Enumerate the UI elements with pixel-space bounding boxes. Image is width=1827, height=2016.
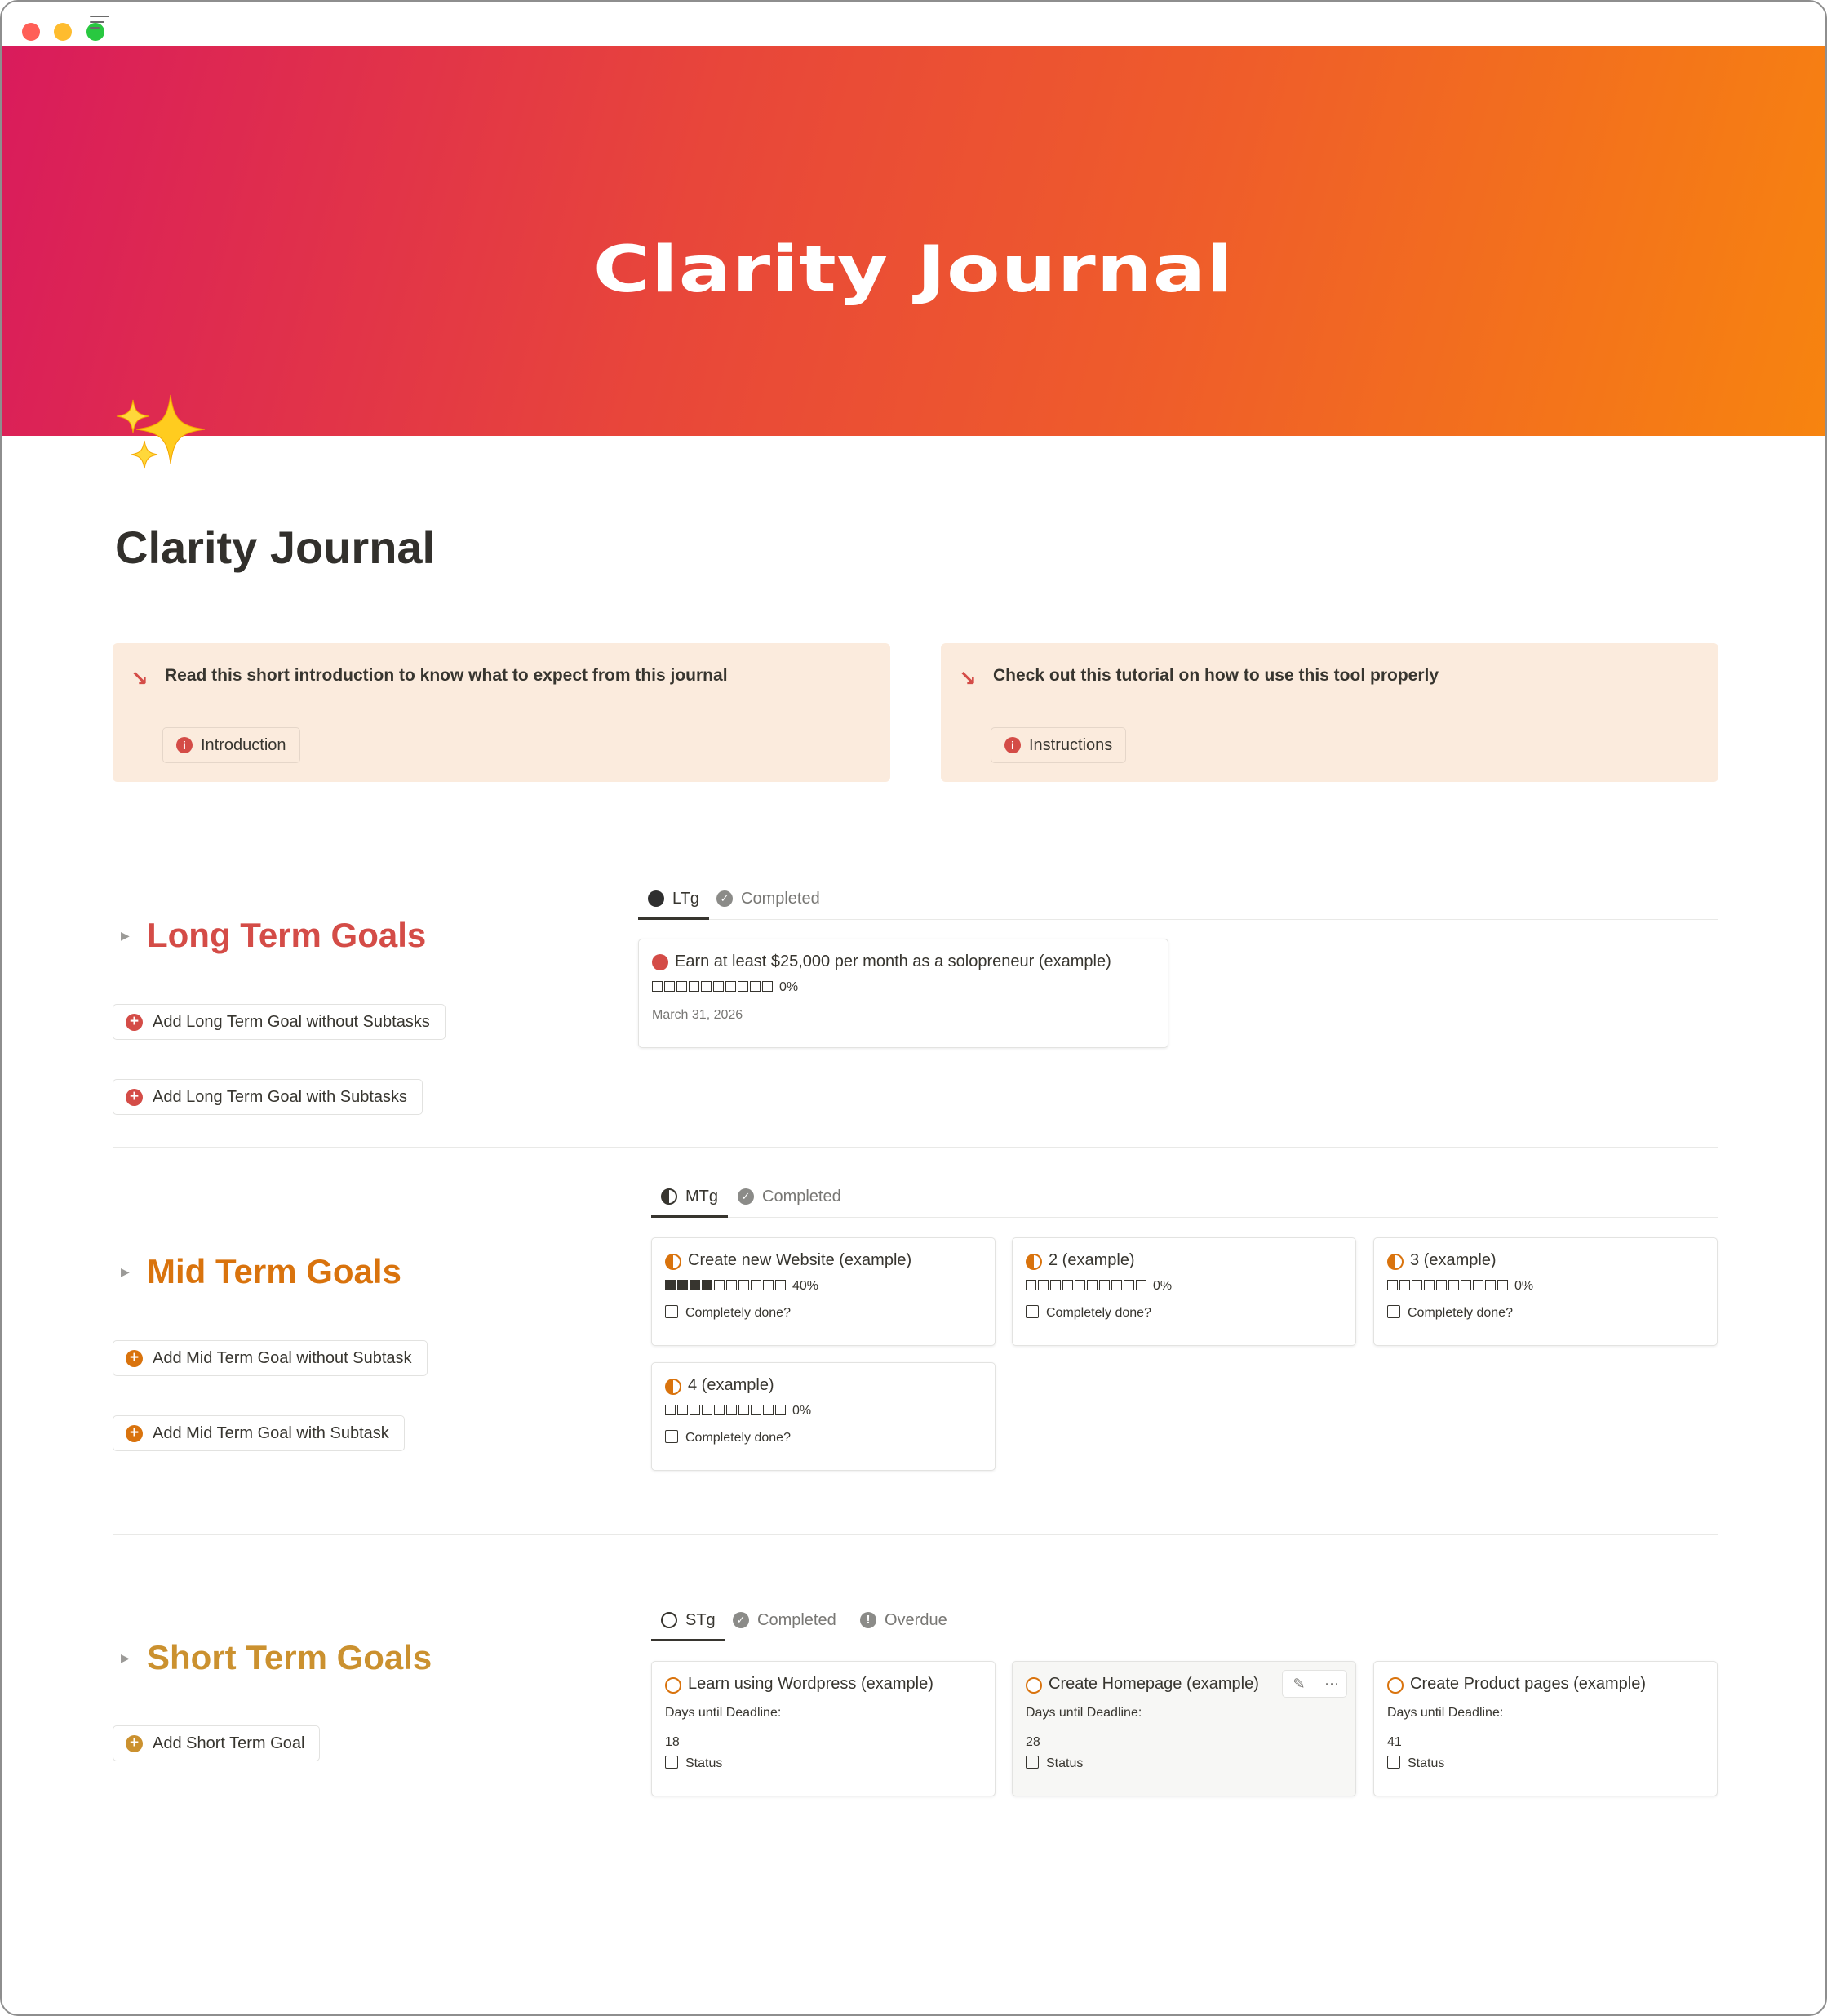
half-circle-icon bbox=[1026, 1254, 1042, 1270]
instructions-callout bbox=[941, 643, 1718, 782]
completely-done-checkbox[interactable] bbox=[665, 1305, 791, 1321]
page-title: Clarity Journal bbox=[115, 522, 436, 573]
tab-completed[interactable] bbox=[738, 1177, 841, 1218]
checkbox-label: Completely done? bbox=[1046, 1306, 1151, 1320]
button-label: Add Short Term Goal bbox=[153, 1734, 305, 1752]
card-title: Learn using Wordpress (example) bbox=[688, 1675, 933, 1693]
add-mid-term-goal-with-subtask-button[interactable] bbox=[113, 1415, 405, 1451]
days-label: Days until Deadline: bbox=[665, 1706, 782, 1720]
goal-card[interactable] bbox=[651, 1237, 996, 1346]
button-label: Add Mid Term Goal with Subtask bbox=[153, 1424, 389, 1442]
instructions-link[interactable] bbox=[991, 727, 1126, 763]
tab-mtg[interactable] bbox=[661, 1177, 718, 1218]
half-circle-icon bbox=[665, 1379, 681, 1395]
callout-text: Check out this tutorial on how to use this tool properly bbox=[993, 666, 1439, 685]
empty-circle-icon bbox=[1026, 1677, 1042, 1694]
toggle-triangle-icon[interactable]: ▶ bbox=[121, 929, 130, 942]
card-actions bbox=[1282, 1670, 1347, 1698]
title-bar bbox=[2, 2, 1825, 46]
mid-term-goals-heading: Mid Term Goals bbox=[147, 1252, 401, 1290]
card-title: Create Product pages (example) bbox=[1410, 1675, 1647, 1693]
toggle-triangle-icon[interactable]: ▶ bbox=[121, 1651, 130, 1664]
completely-done-checkbox[interactable] bbox=[1026, 1305, 1151, 1321]
filled-circle-icon bbox=[648, 890, 664, 907]
tab-completed[interactable] bbox=[716, 879, 820, 920]
progress-percent: 0% bbox=[779, 980, 799, 994]
plus-circle-icon: + bbox=[126, 1350, 143, 1367]
tab-label: Completed bbox=[757, 1611, 836, 1629]
mid-term-view-tabs bbox=[651, 1177, 1718, 1218]
plus-circle-icon: + bbox=[126, 1735, 143, 1752]
goal-card[interactable] bbox=[638, 939, 1168, 1048]
tab-overdue[interactable] bbox=[860, 1601, 947, 1641]
tab-label: STg bbox=[685, 1611, 716, 1629]
section-divider bbox=[113, 1147, 1718, 1148]
card-title: 2 (example) bbox=[1049, 1251, 1135, 1269]
add-long-term-goal-without-subtasks-button[interactable] bbox=[113, 1004, 446, 1040]
progress-percent: 0% bbox=[1153, 1279, 1173, 1293]
goal-card[interactable] bbox=[1373, 1661, 1718, 1796]
callout-text: Read this short introduction to know what to expect from this journal bbox=[165, 666, 728, 685]
cover-title: Clarity Journal bbox=[592, 233, 1235, 307]
short-term-goals-heading: Short Term Goals bbox=[147, 1638, 432, 1676]
checkbox-label: Status bbox=[1046, 1756, 1084, 1770]
days-value: 18 bbox=[665, 1735, 680, 1749]
plus-circle-icon: + bbox=[126, 1089, 143, 1106]
tab-label: Completed bbox=[762, 1188, 841, 1206]
progress-bar bbox=[652, 980, 798, 995]
introduction-link[interactable] bbox=[162, 727, 300, 763]
arrow-down-right-icon: ↘ bbox=[959, 666, 977, 691]
checkbox-label: Completely done? bbox=[685, 1431, 791, 1445]
info-icon: i bbox=[176, 737, 193, 753]
half-circle-icon bbox=[665, 1254, 681, 1270]
due-date: March 31, 2026 bbox=[652, 1008, 743, 1022]
progress-bar bbox=[665, 1404, 811, 1419]
tab-label: Completed bbox=[741, 890, 820, 908]
goal-card[interactable] bbox=[1012, 1661, 1356, 1796]
link-label: Instructions bbox=[1029, 736, 1113, 754]
introduction-callout bbox=[113, 643, 890, 782]
status-checkbox[interactable] bbox=[1387, 1756, 1444, 1771]
close-window-button[interactable] bbox=[22, 23, 40, 41]
status-checkbox[interactable] bbox=[1026, 1756, 1083, 1771]
button-label: Add Long Term Goal without Subtasks bbox=[153, 1013, 430, 1031]
card-title: 3 (example) bbox=[1410, 1251, 1497, 1269]
empty-circle-icon bbox=[661, 1612, 677, 1628]
tab-label: LTg bbox=[672, 890, 699, 908]
tab-stg[interactable] bbox=[661, 1601, 716, 1641]
page-cover bbox=[2, 46, 1825, 436]
short-term-view-tabs bbox=[651, 1601, 1718, 1641]
days-label: Days until Deadline: bbox=[1387, 1706, 1504, 1720]
checkbox-label: Completely done? bbox=[1408, 1306, 1513, 1320]
info-icon: i bbox=[1004, 737, 1021, 753]
status-checkbox[interactable] bbox=[665, 1756, 722, 1771]
red-circle-icon bbox=[652, 954, 668, 970]
checkbox-label: Status bbox=[1408, 1756, 1445, 1770]
arrow-down-right-icon: ↘ bbox=[131, 666, 149, 691]
goal-card[interactable] bbox=[651, 1661, 996, 1796]
checkbox-label: Status bbox=[685, 1756, 723, 1770]
tab-completed[interactable] bbox=[733, 1601, 836, 1641]
empty-circle-icon bbox=[665, 1677, 681, 1694]
progress-bar bbox=[1387, 1279, 1533, 1294]
minimize-window-button[interactable] bbox=[54, 23, 72, 41]
goal-card[interactable] bbox=[1373, 1237, 1718, 1346]
days-value: 28 bbox=[1026, 1735, 1040, 1749]
goal-card[interactable] bbox=[651, 1362, 996, 1471]
link-label: Introduction bbox=[201, 736, 286, 754]
progress-bar bbox=[1026, 1279, 1172, 1294]
button-label: Add Long Term Goal with Subtasks bbox=[153, 1088, 408, 1106]
add-short-term-goal-button[interactable] bbox=[113, 1725, 320, 1761]
tab-ltg[interactable] bbox=[648, 879, 699, 920]
add-mid-term-goal-without-subtask-button[interactable] bbox=[113, 1340, 428, 1376]
check-circle-icon: ✓ bbox=[738, 1188, 754, 1205]
sparkles-icon[interactable] bbox=[112, 385, 210, 483]
progress-percent: 0% bbox=[1514, 1279, 1534, 1293]
card-title: Create Homepage (example) bbox=[1049, 1675, 1259, 1693]
more-options-icon[interactable]: ⋯ bbox=[1324, 1676, 1339, 1692]
days-value: 41 bbox=[1387, 1735, 1402, 1749]
card-title: Create new Website (example) bbox=[688, 1251, 912, 1269]
tab-label: Overdue bbox=[885, 1611, 947, 1629]
plus-circle-icon: + bbox=[126, 1014, 143, 1031]
completely-done-checkbox[interactable] bbox=[1387, 1305, 1513, 1321]
card-title: Earn at least $25,000 per month as a solopreneur (example) bbox=[675, 952, 1111, 970]
check-circle-icon: ✓ bbox=[733, 1612, 749, 1628]
progress-bar bbox=[665, 1279, 818, 1294]
tab-label: MTg bbox=[685, 1188, 718, 1206]
progress-percent: 40% bbox=[792, 1279, 819, 1293]
sidebar-menu-icon[interactable] bbox=[90, 16, 109, 32]
add-long-term-goal-with-subtasks-button[interactable] bbox=[113, 1079, 423, 1115]
goal-card[interactable] bbox=[1012, 1237, 1356, 1346]
checkbox-label: Completely done? bbox=[685, 1306, 791, 1320]
completely-done-checkbox[interactable] bbox=[665, 1430, 791, 1445]
button-label: Add Mid Term Goal without Subtask bbox=[153, 1349, 412, 1367]
long-term-goals-heading: Long Term Goals bbox=[147, 916, 427, 954]
toggle-triangle-icon[interactable]: ▶ bbox=[121, 1265, 130, 1278]
section-divider bbox=[113, 1534, 1718, 1535]
long-term-view-tabs bbox=[638, 879, 1718, 920]
empty-circle-icon bbox=[1387, 1677, 1404, 1694]
alert-circle-icon: ! bbox=[860, 1612, 876, 1628]
days-label: Days until Deadline: bbox=[1026, 1706, 1142, 1720]
card-title: 4 (example) bbox=[688, 1376, 774, 1394]
half-circle-icon bbox=[1387, 1254, 1404, 1270]
half-circle-icon bbox=[661, 1188, 677, 1205]
plus-circle-icon: + bbox=[126, 1425, 143, 1442]
edit-pencil-icon[interactable]: ✎ bbox=[1293, 1676, 1306, 1692]
check-circle-icon: ✓ bbox=[716, 890, 733, 907]
progress-percent: 0% bbox=[792, 1404, 812, 1418]
